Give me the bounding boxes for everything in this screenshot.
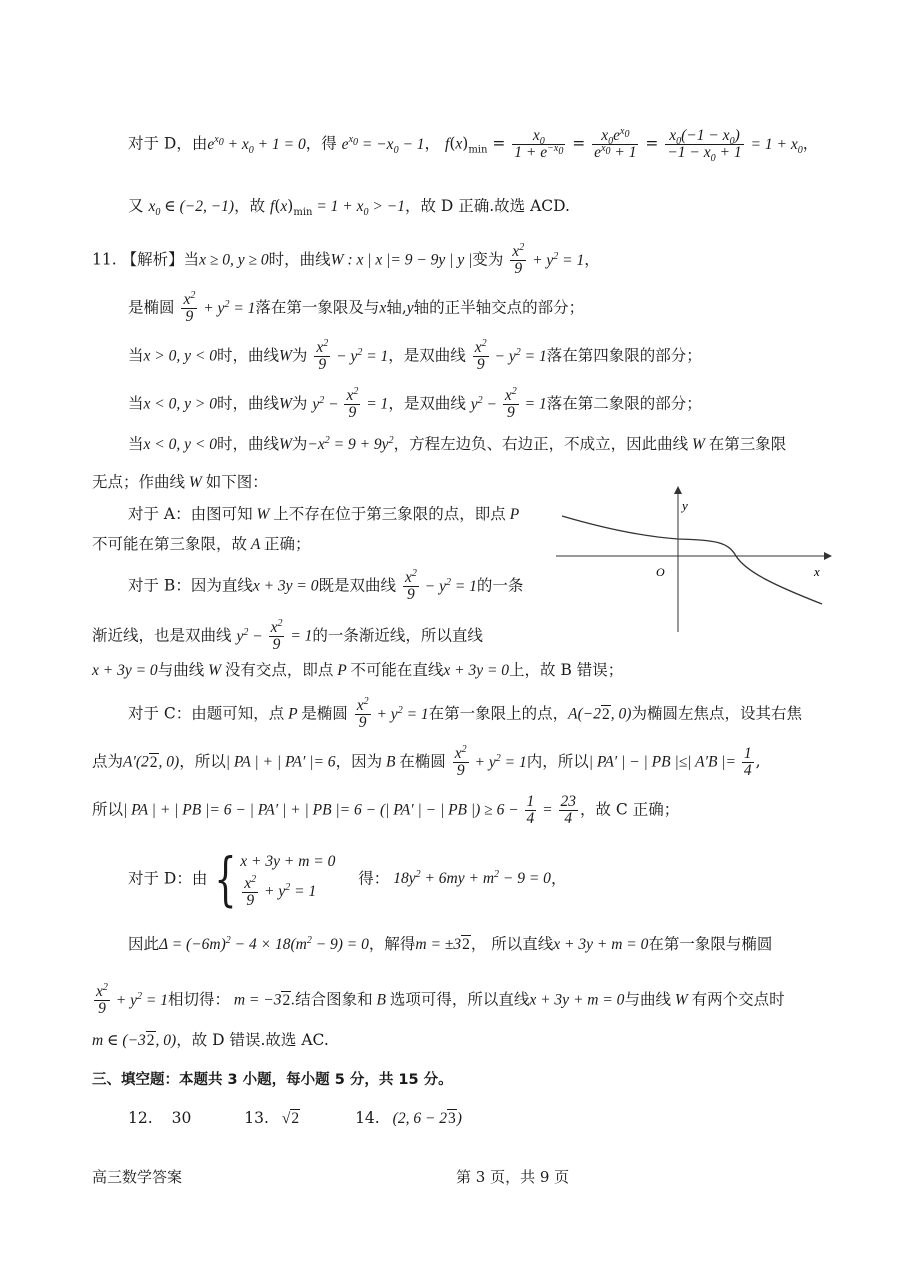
text: ，故 D 正确.故选 ACD.	[404, 197, 570, 215]
text: 与曲线	[157, 661, 205, 679]
text: 为	[291, 394, 308, 413]
option-b-line-3: x + 3y = 0与曲线 W 没有交点，即点 P 不可能在直线x + 3y = 0上，故 B 错误；	[92, 661, 624, 679]
q11-header: 11. 【解析】当x ≥ 0, y ≥ 0时，曲线W : x | x |= 9 − 9y | y |变为 $\frac{x^2}{9}$ + $y^2 = 1$，	[92, 241, 600, 277]
origin-label: O	[656, 565, 665, 579]
text: ，	[424, 134, 441, 153]
text: ，故 D 错误.故选 AC.	[176, 1031, 329, 1049]
text: 在椭圆	[399, 752, 446, 771]
text: 轴,	[386, 298, 407, 317]
option-b-line-2: 渐近线，也是双曲线 $y^2$ − $\frac{x^2}{9}$ = 1的一条渐近线，所以直线	[92, 617, 483, 653]
answer-12-value: 30	[171, 1109, 192, 1127]
text: 时，曲线	[216, 435, 279, 453]
y-axis-label: y	[682, 498, 688, 513]
curve-w-graph	[556, 486, 832, 632]
text: 所以	[92, 800, 124, 819]
text: 当	[128, 394, 144, 413]
option-d-line-4: m ∈ (−32, 0)，故 D 错误.故选 AC.	[92, 1031, 329, 1049]
text: 有两个交点时	[691, 990, 785, 1009]
answer-14-number: 14.	[355, 1109, 380, 1127]
text: 在第一象限上的点，	[428, 704, 569, 723]
text: 【解析】当	[121, 250, 200, 269]
text: 结合图象和	[295, 990, 373, 1009]
text: 没有交点，即点	[224, 661, 334, 679]
text: 对于 C：由题可知，点	[128, 704, 285, 723]
text: 当	[128, 346, 144, 365]
d-analysis-line-1: 对于 D，由$e^{x_0} + x_0 + 1 = 0$，得 $e^{x_0} = -x_0 - 1$， $f(x)_{min}$ = $\frac{x_0}{1 + e^{-x_0}}$ = $\frac{x_0e^{x_0}}{e^{x_0} + 1}$ = $\frac{x_0(-1 - x_0)}{-1 - x_0 + 1}$ = $1 + x_0$，	[128, 125, 819, 165]
text: 是椭圆	[128, 298, 175, 317]
text: 如下图：	[205, 473, 268, 491]
text: 上，故 B 错误；	[509, 661, 624, 679]
answer-14-value: (2, 6 − 23)	[392, 1110, 462, 1127]
answer-12-number: 12.	[128, 1109, 153, 1127]
text: 得：	[358, 869, 390, 888]
x-axis-label: x	[814, 564, 820, 579]
text: ，是双曲线	[388, 394, 466, 413]
text: 落在第四象限的部分；	[546, 346, 702, 365]
option-c-line-1: 对于 C：由题可知，点 P 是椭圆 $\frac{x^2}{9}$ + $y^2 = 1$在第一象限上的点，A(−22, 0)为椭圆左焦点，设其右焦	[128, 695, 802, 731]
text: 当	[128, 435, 144, 453]
text: ，得	[305, 134, 337, 153]
text: 是椭圆	[301, 704, 348, 723]
text: 正确；	[263, 535, 311, 553]
option-d-line-1: 对于 D：由 { x + 3y + m = 0 $\frac{x^2}{9}$ + $y^2 = 1$ 得： $18y^2 + 6my + m^2 - 9 = 0$，	[128, 844, 567, 913]
text: 时，曲线	[268, 250, 331, 269]
text: 选项可得，所以直线	[389, 990, 530, 1009]
text: ，故 C 正确；	[580, 800, 680, 819]
option-d-line-2: 因此$\Delta = (-6m)^2 - 4 \times 18(m^2 - 9) = 0$，解得m = ±32， 所以直线x + 3y + m = 0在第一象限与椭圆	[128, 934, 773, 953]
d-analysis-line-2: 又 $x_0$ ∈ (−2, −1)，故 $f(x)_{min} = 1 + x_0 > -1$，故 D 正确.故选 ACD.	[128, 197, 570, 219]
text: 在第一象限与椭圆	[648, 935, 773, 953]
text: 内，所以	[526, 752, 589, 771]
option-c-line-2: 点为A′(22, 0)，所以| PA | + | PA′ |= 6，因为 B 在椭圆 $\frac{x^2}{9}$ + $y^2 = 1$内，所以| PA′ | − | PB |≤| A′B |= $\frac{1}{4}$ ,	[92, 743, 761, 779]
text: ，解得	[368, 935, 416, 953]
text: 对于 D：由	[128, 869, 208, 888]
text: 为椭圆左焦点，设其右焦	[631, 704, 802, 723]
option-a-line-1: 对于 A：由图可知 W 上不存在位于第三象限的点，即点 P	[128, 505, 520, 523]
text: 因此	[128, 935, 160, 953]
y-axis-arrow	[674, 486, 682, 494]
option-d-line-3: $\frac{x^2}{9}$ + $y^2 = 1$相切得： m = −32.结合图象和 B 选项可得，所以直线x + 3y + m = 0与曲线 W 有两个交点时	[96, 981, 785, 1017]
answer-13-value: √2	[281, 1110, 300, 1127]
text: 相切得：	[167, 990, 230, 1009]
text: ，方程左边负、右边正，不成立，因此曲线	[393, 435, 689, 453]
text: ，故	[234, 197, 266, 215]
text: 为	[291, 435, 308, 453]
section-heading: 三、填空题：本题共 3 小题，每小题 5 分，共 15 分。	[92, 1072, 453, 1088]
text: ，	[584, 250, 600, 269]
question-number: 11.	[92, 250, 117, 269]
text: ，因为	[335, 752, 383, 771]
text: 点为	[92, 752, 124, 771]
fill-in-answers	[128, 1108, 462, 1129]
text: ，是双曲线	[388, 346, 466, 365]
option-c-line-3: 所以| PA | + | PB |= 6 − | PA′ | + | PB |= 6 − (| PA′ | − | PB |) ≥ 6 − $\frac{1}{4}$ = $\frac{23}{4}$ ，故 C 正确；	[92, 793, 680, 827]
text: 不可能在直线	[350, 661, 444, 679]
text: 在第三象限	[708, 435, 787, 453]
text: 对于 A：由图可知	[128, 505, 253, 523]
footer-title: 高三数学答案	[92, 1168, 183, 1186]
text: ， 所以直线	[470, 935, 554, 953]
page-number: 第 3 页，共 9 页	[456, 1168, 570, 1186]
case-third-quadrant: 当x < 0, y < 0时，曲线W为$-x^2 = 9 + 9y^2$，方程左边负、右边正，不成立，因此曲线 W 在第三象限	[128, 434, 787, 453]
option-b-line-1: 对于 B：因为直线x + 3y = 0既是双曲线 $\frac{x^2}{9}$ − $y^2 = 1$的一条	[128, 567, 524, 603]
text: 渐近线，也是双曲线	[92, 626, 232, 645]
text: 不可能在第三象限，故	[92, 535, 248, 553]
case-fourth-quadrant: 当x > 0, y < 0时，曲线W为 $\frac{x^2}{9}$ − $y^2 = 1$，是双曲线 $\frac{x^2}{9}$ − $y^2 = 1$落在第四象限的部分；	[128, 337, 702, 373]
text: 轴的正半轴交点的部分；	[413, 298, 585, 317]
answer-13-number: 13.	[244, 1109, 269, 1127]
text: 落在第二象限的部分；	[546, 394, 702, 413]
text: 时，曲线	[216, 394, 279, 413]
text: 的一条	[476, 576, 524, 595]
text: 对于 B：因为直线	[128, 576, 253, 595]
text: 上不存在位于第三象限的点，即点	[273, 505, 506, 523]
text: 又	[128, 197, 144, 215]
x-axis-arrow	[824, 552, 832, 560]
text: 落在第一象限及与	[255, 298, 380, 317]
text: 对于 D，由	[128, 134, 208, 153]
text: 为	[291, 346, 308, 365]
ellipse-line: 是椭圆 $\frac{x^2}{9}$ + $y^2 = 1$落在第一象限及与x轴,y轴的正半轴交点的部分；	[128, 289, 585, 325]
text: 与曲线	[624, 990, 671, 1009]
text: 的一条渐近线，所以直线	[312, 626, 483, 645]
text: 变为	[472, 250, 504, 269]
no-point-line: 无点；作曲线 W 如下图：	[92, 473, 268, 491]
case-second-quadrant: 当x < 0, y > 0时，曲线W为 $y^2$ − $\frac{x^2}{9}$ = 1，是双曲线 $y^2$ − $\frac{x^2}{9}$ = 1落在第二象限的部分；	[128, 385, 702, 421]
text: ，所以	[179, 752, 226, 771]
option-a-line-2: 不可能在第三象限，故 A 正确；	[92, 535, 311, 553]
curve-w	[562, 516, 822, 604]
text: 时，曲线	[216, 346, 279, 365]
text: 既是双曲线	[318, 576, 397, 595]
text: 无点；作曲线	[92, 473, 186, 491]
